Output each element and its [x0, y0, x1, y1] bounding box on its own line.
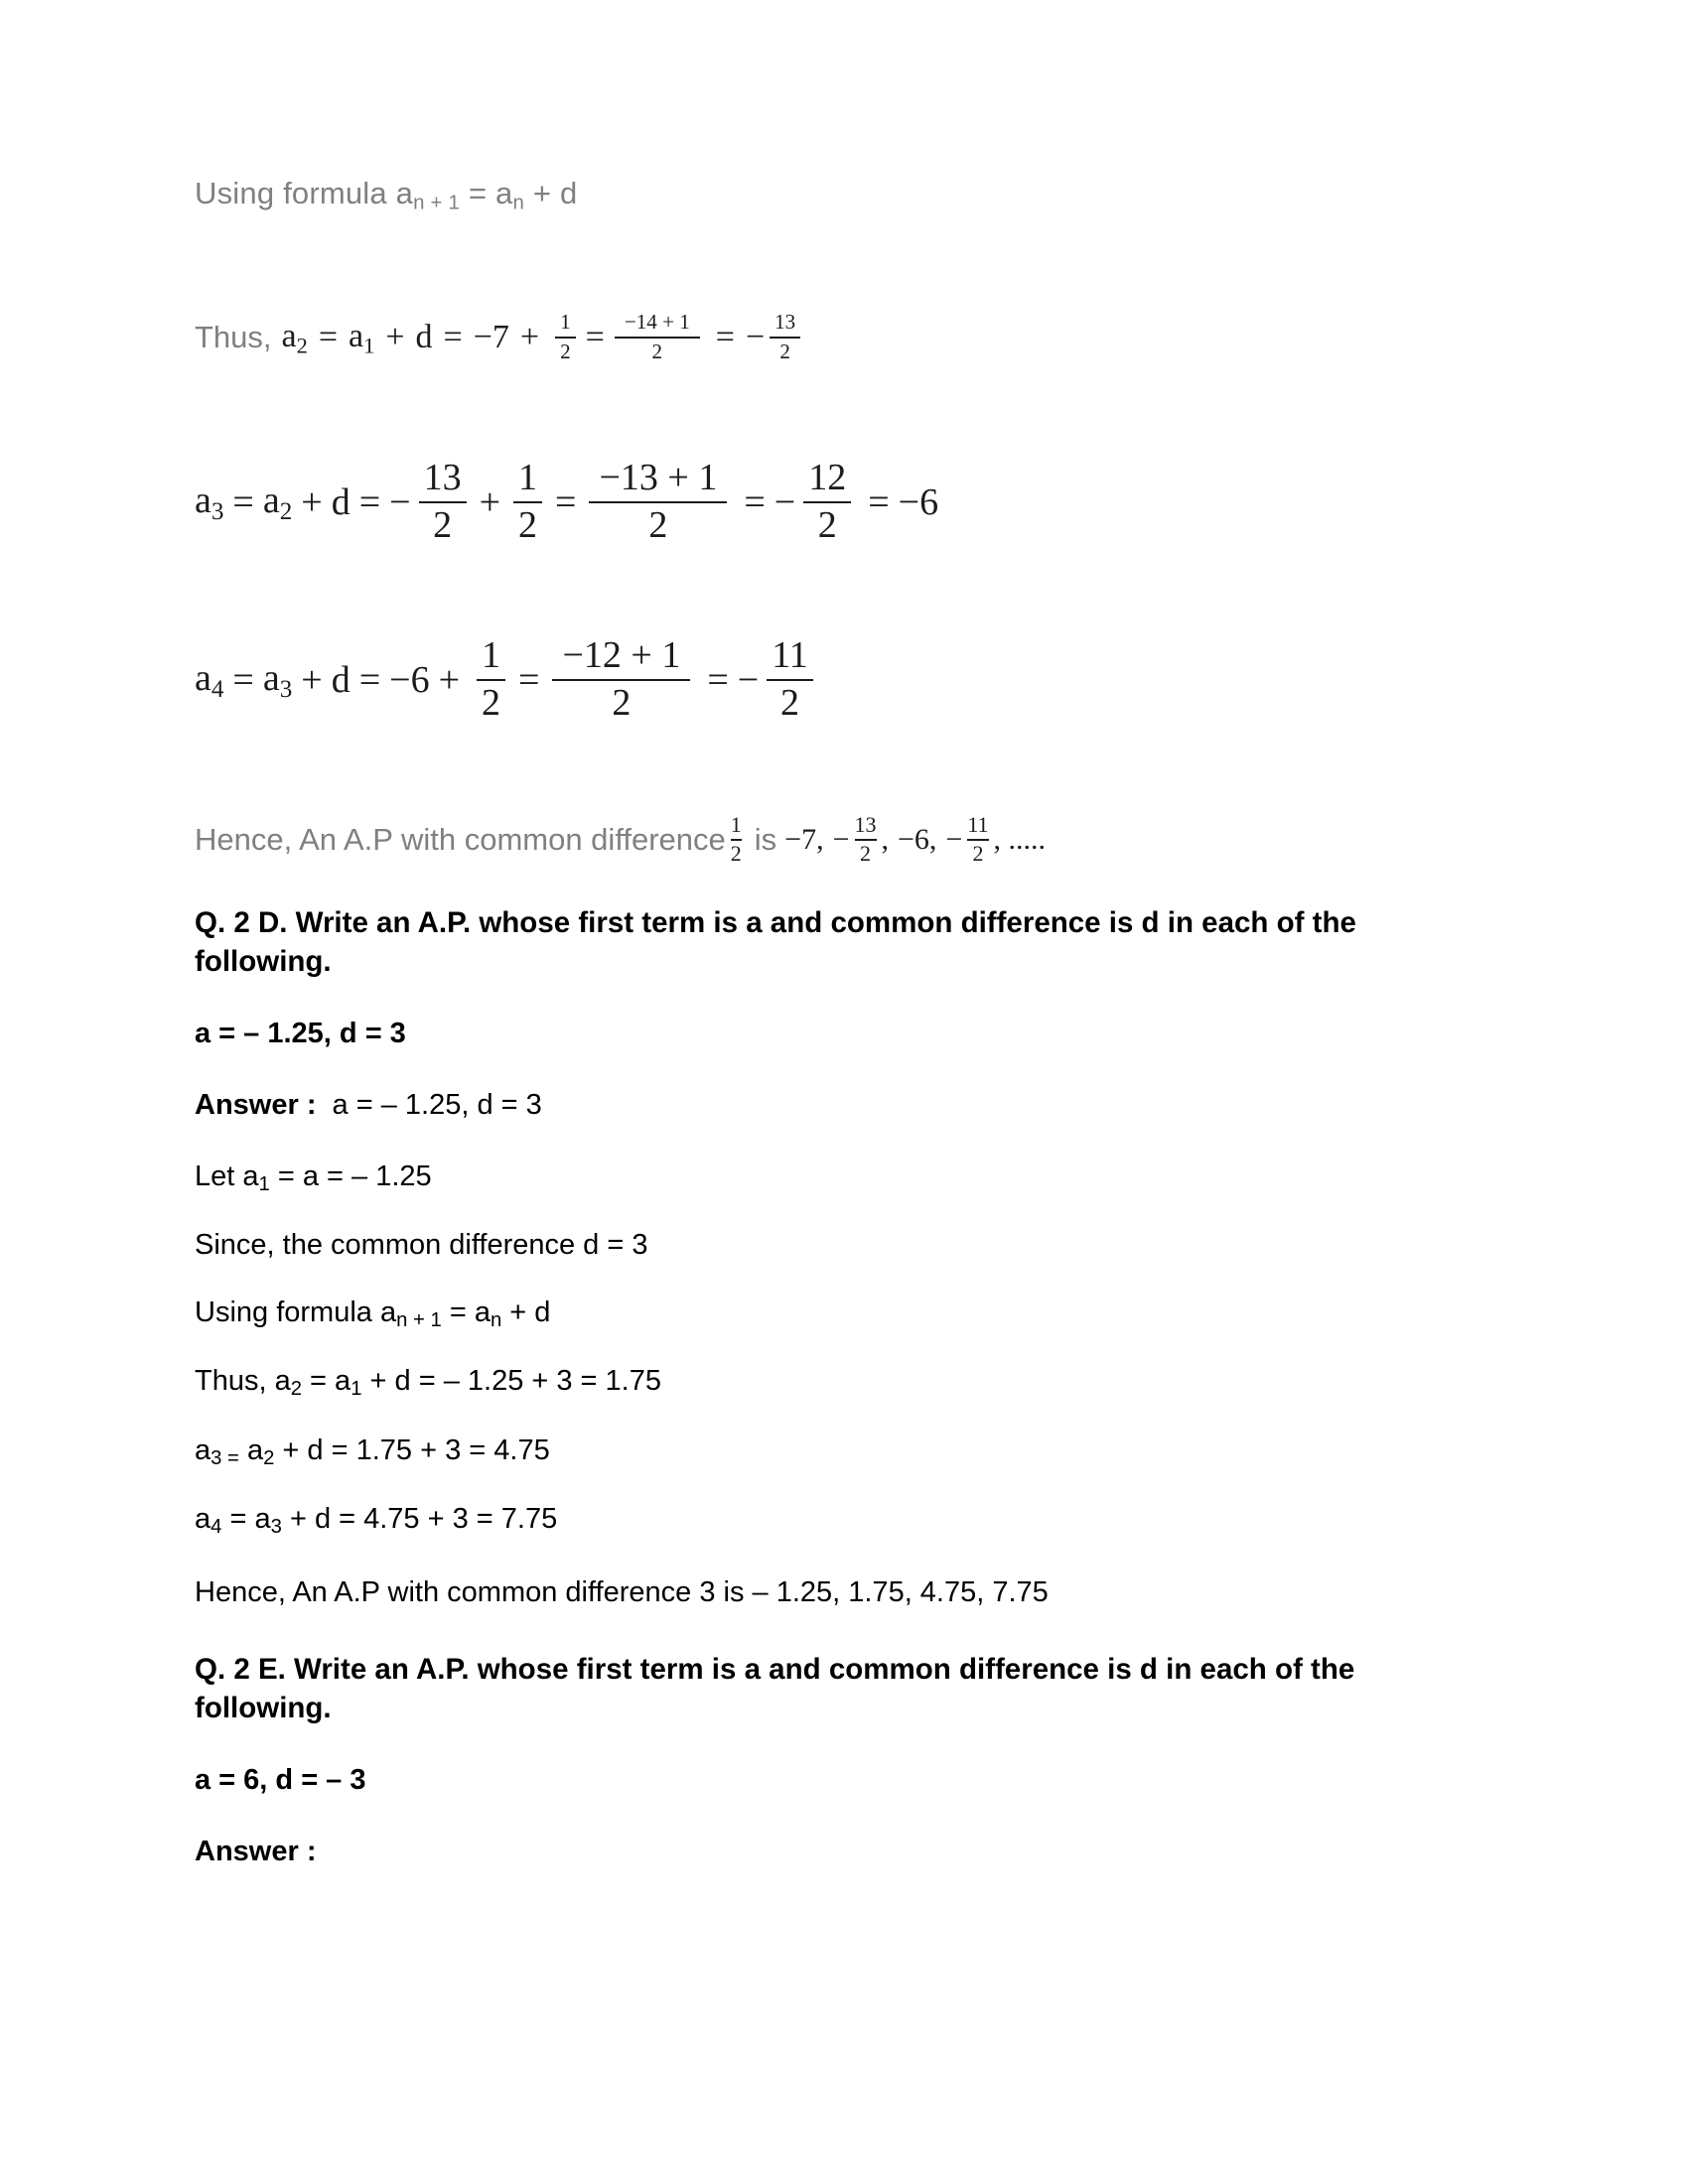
fraction-denominator: 2	[612, 681, 632, 724]
step-a4: $a_4 = a_3 + d = 4.75 + 3 = 7.75$	[195, 1503, 558, 1539]
fraction-denominator: 2	[860, 840, 871, 866]
hence-conclusion-line	[195, 814, 1460, 865]
hence-term-1: −7,	[784, 822, 824, 856]
hence-prefix: Hence, An A.P with common difference	[195, 821, 726, 857]
question-2e-heading: Q. 2 E. Write an A.P. whose first term is a and common difference is d in each of the following.	[195, 1653, 1355, 1725]
eq-a2-fraction-half	[555, 312, 576, 363]
eq-a4-fraction-half	[477, 636, 505, 723]
hence-fraction-11-2	[967, 814, 988, 865]
eq-a3-term-a2: $a_2$	[262, 478, 293, 525]
fraction-denominator: 2	[972, 840, 984, 866]
fraction-numerator: 12	[808, 457, 847, 499]
fraction-bar	[589, 501, 727, 503]
eq-a4-minus-sign: −	[737, 658, 760, 701]
hence-fraction-13-2	[855, 814, 877, 865]
eq-a2-result-fraction	[770, 312, 800, 363]
eq-a3-equals-4: =	[744, 480, 766, 523]
subscript-2: 2	[263, 1446, 275, 1469]
eq-a4-result-fraction	[767, 636, 813, 723]
formula-mid: = a	[460, 176, 513, 210]
subscript-3: 3	[270, 1516, 282, 1539]
hence-minus-4: −	[945, 822, 963, 856]
fraction-numerator: −14 + 1	[624, 310, 690, 335]
hence-term-3: −6,	[898, 822, 937, 856]
eq-a3-term-d: d	[331, 480, 351, 523]
subscript-n: n	[490, 1308, 502, 1331]
step-let-a1: Let $a_1 = a$ = – 1.25	[195, 1160, 432, 1195]
fraction-numerator: 11	[967, 812, 989, 838]
hence-tail: , .....	[993, 822, 1047, 856]
fraction-denominator: 2	[648, 503, 668, 546]
thus-label: Thus,	[195, 320, 272, 355]
eq-a2-term-d: d	[415, 319, 433, 356]
eq-a4-equals-1: =	[232, 658, 254, 701]
hence-is-word: is	[754, 821, 777, 857]
eq-a4-equals-2: =	[358, 658, 381, 701]
step-using-formula: Using formula $a_{n + 1} = a_n + d$	[195, 1296, 551, 1331]
hence-minus-2: −	[832, 822, 850, 856]
eq-a2-equals-2: =	[443, 319, 463, 356]
eq-a2-minus-sign: −	[745, 319, 766, 356]
eq-a3-equals-5: =	[868, 480, 890, 523]
fraction-numerator: 1	[730, 812, 742, 838]
fraction-numerator: 13	[423, 457, 462, 499]
fraction-denominator: 2	[780, 681, 800, 724]
equation-a4	[195, 636, 1460, 723]
fraction-numerator: 1	[560, 310, 571, 335]
fraction-numerator: 13	[774, 310, 796, 335]
eq-a2-term-a1: $a_1$	[349, 317, 375, 357]
fraction-denominator: 2	[518, 503, 538, 546]
eq-a3-fraction-13-2	[419, 459, 467, 545]
fraction-bar	[513, 501, 542, 503]
eq-a3-plus-2: +	[479, 480, 501, 523]
formula-sub-n-plus-1: n + 1	[413, 191, 461, 214]
eq-a3-plus-1: +	[301, 480, 323, 523]
subscript-4: 4	[211, 1516, 222, 1539]
eq-a3-minus-2: −	[774, 480, 796, 523]
fraction-numerator: 1	[518, 457, 538, 499]
question-2e-given: a = 6, d = – 3	[195, 1764, 366, 1797]
answer-value: a = – 1.25, d = 3	[332, 1089, 542, 1122]
step-a3: $a_{3 =}$ $a_2 + d = 1.75 + 3 = 4.75$	[195, 1433, 550, 1469]
question-2d-conclusion: Hence, An A.P with common difference 3 is – 1.25, 1.75, 4.75, 7.75	[195, 1575, 1049, 1608]
eq-a3-equals-2: =	[358, 480, 381, 523]
subscript-3-equals: 3 =	[211, 1446, 239, 1469]
eq-a2-equals-3: =	[585, 319, 605, 356]
eq-a3-equals-1: =	[232, 480, 254, 523]
fraction-bar	[552, 679, 690, 681]
eq-a4-fraction-sum	[552, 636, 690, 723]
equation-a2	[195, 312, 1460, 363]
eq-a4-equals-3: =	[518, 658, 540, 701]
eq-a3-equals-3: =	[555, 480, 577, 523]
using-formula-line	[195, 174, 1460, 216]
eq-a3-result: −6	[898, 480, 939, 523]
fraction-bar	[803, 501, 851, 503]
subscript-n-plus-1: n + 1	[396, 1308, 442, 1331]
eq-a2-lhs: $a_2$	[281, 317, 308, 357]
question-2d-answer-line	[195, 1087, 1460, 1125]
fraction-numerator: −13 + 1	[599, 457, 718, 499]
fraction-numerator: 1	[482, 634, 501, 677]
eq-a3-fraction-half	[513, 459, 542, 545]
eq-a4-lhs: $a_4$	[195, 656, 224, 703]
eq-a2-plus-2: +	[519, 319, 540, 356]
step-thus-a2: Thus, $a_2 = a_1 + d$ = – 1.25 + 3 = 1.75	[195, 1365, 661, 1401]
formula-sub-n: n	[512, 191, 525, 214]
equation-a3	[195, 459, 1460, 545]
hence-comma-2: ,	[881, 822, 889, 856]
fraction-bar	[615, 337, 700, 339]
subscript-1: 1	[258, 1172, 270, 1195]
eq-a4-term-a3: $a_3$	[262, 656, 293, 703]
fraction-bar	[477, 679, 505, 681]
eq-a3-fraction-sum	[589, 459, 727, 545]
eq-a4-plus-1: +	[301, 658, 323, 701]
hence-sequence	[784, 814, 1046, 865]
eq-a2-fraction-sum	[615, 312, 700, 363]
fraction-numerator: 13	[854, 812, 877, 838]
question-2d-heading: Q. 2 D. Write an A.P. whose first term is a and common difference is d in each of the following.	[195, 906, 1356, 979]
formula-end: + d	[524, 176, 578, 210]
fraction-denominator: 2	[779, 340, 790, 364]
eq-a3-fraction-12-2	[803, 459, 851, 545]
fraction-bar	[767, 679, 813, 681]
eq-a4-value-neg6: −6	[389, 658, 430, 701]
fraction-bar	[770, 337, 800, 339]
subscript-1: 1	[351, 1378, 362, 1401]
subscript-2: 2	[290, 1378, 302, 1401]
fraction-denominator: 2	[560, 340, 571, 364]
hence-fraction-half	[731, 814, 742, 865]
answer-label: Answer :	[195, 1089, 317, 1122]
fraction-bar	[419, 501, 467, 503]
fraction-denominator: 2	[651, 340, 663, 364]
eq-a4-equals-4: =	[707, 658, 729, 701]
fraction-denominator: 2	[482, 681, 501, 724]
step-common-difference: Since, the common difference d = 3	[195, 1229, 648, 1262]
using-formula-text: Using formula a	[195, 176, 414, 210]
fraction-denominator: 2	[817, 503, 837, 546]
fraction-denominator: 2	[730, 840, 742, 866]
fraction-bar	[555, 337, 576, 339]
fraction-numerator: −12 + 1	[562, 634, 681, 677]
eq-a2-value-neg7: −7	[473, 319, 509, 356]
eq-a2-plus-1: +	[385, 319, 405, 356]
question-2d-given: a = – 1.25, d = 3	[195, 1018, 406, 1050]
question-2e-answer-label: Answer :	[195, 1835, 317, 1867]
fraction-denominator: 2	[433, 503, 453, 546]
eq-a3-lhs: $a_3$	[195, 478, 224, 525]
eq-a4-plus-2: +	[438, 658, 461, 701]
fraction-numerator: 11	[772, 634, 808, 677]
eq-a4-term-d: d	[331, 658, 351, 701]
eq-a2-equals-1: =	[318, 319, 339, 356]
eq-a2-equals-4: =	[715, 319, 735, 356]
eq-a3-minus-1: −	[389, 480, 411, 523]
